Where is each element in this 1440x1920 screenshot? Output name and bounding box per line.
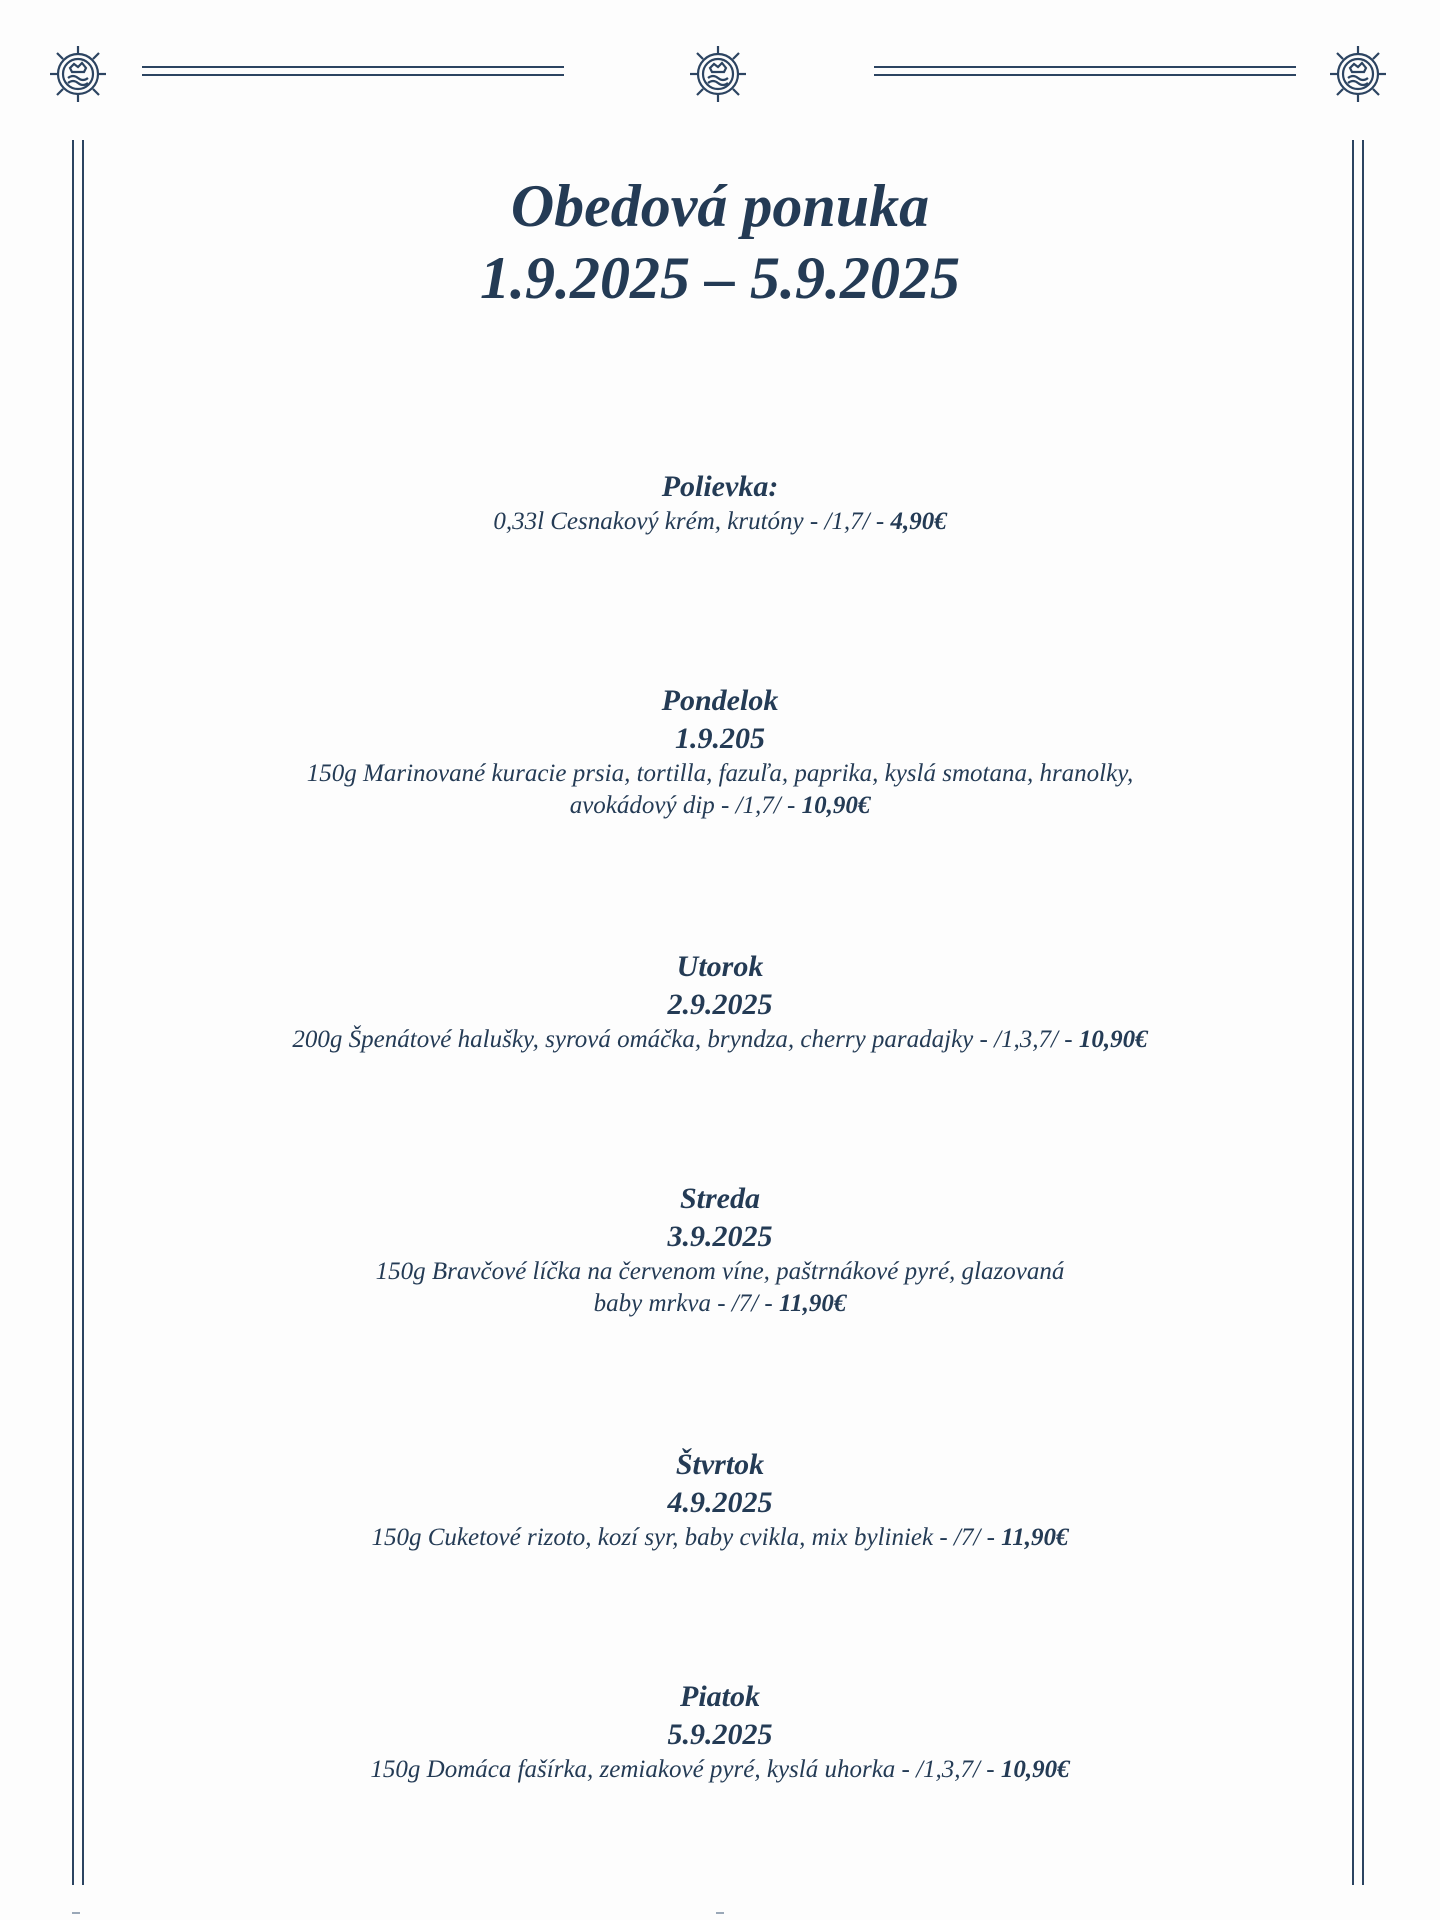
dish-line: 150g Bravčové líčka na červenom víne, paštrnákové pyré, glazovaná xyxy=(375,1258,1065,1285)
page-title xyxy=(100,170,1340,314)
ship-wheel-icon xyxy=(686,42,750,106)
day-section-thursday xyxy=(100,1446,1340,1554)
top-rule-right xyxy=(874,66,1296,76)
day-section-tuesday xyxy=(100,948,1340,1056)
dish-line: 150g Marinované kuracie prsia, tortilla, fazuľa, paprika, kyslá smotana, hranolky, xyxy=(306,760,1134,787)
menu-content xyxy=(100,170,1340,1783)
day-date: 4.9.2025 xyxy=(667,1486,773,1519)
day-name: Streda xyxy=(679,1182,760,1215)
dish-line xyxy=(100,1024,1340,1056)
top-rule-left xyxy=(142,66,564,76)
soup-text: 0,33l Cesnakový krém, krutóny - /1,7/ - xyxy=(493,508,891,535)
day-date: 3.9.2025 xyxy=(667,1220,773,1253)
day-name: Utorok xyxy=(676,950,764,983)
dish-price: 11,90€ xyxy=(1001,1524,1069,1551)
title-text: Obedová ponuka xyxy=(510,173,930,239)
soup-price: 4,90€ xyxy=(890,508,947,535)
day-date: 2.9.2025 xyxy=(667,988,773,1021)
left-border xyxy=(72,140,84,1885)
dish-text: 200g Špenátové halušky, syrová omáčka, bryndza, cherry paradajky - /1,3,7/ - xyxy=(292,1026,1079,1053)
dish-price: 10,90€ xyxy=(1000,1756,1070,1783)
dish-price: 10,90€ xyxy=(1078,1026,1148,1053)
soup-description xyxy=(100,506,1340,538)
ship-wheel-icon xyxy=(1326,42,1390,106)
dish-text: avokádový dip - /1,7/ - xyxy=(569,792,802,819)
dish-line-2 xyxy=(100,790,1340,822)
dish-price: 10,90€ xyxy=(801,792,871,819)
bottom-ornament-left xyxy=(72,1912,80,1920)
title-date-range: 1.9.2025 – 5.9.2025 xyxy=(480,245,960,311)
day-section-monday xyxy=(100,682,1340,822)
dish-text: 150g Domáca fašírka, zemiakové pyré, kyslá uhorka - /1,3,7/ - xyxy=(370,1756,1001,1783)
bottom-ornament-center xyxy=(716,1912,724,1920)
day-name: Piatok xyxy=(680,1680,760,1713)
day-name: Štvrtok xyxy=(675,1448,765,1481)
day-section-wednesday xyxy=(100,1180,1340,1320)
dish-line xyxy=(100,1754,1340,1786)
dish-text: 150g Cuketové rizoto, kozí syr, baby cvikla, mix byliniek - /7/ - xyxy=(371,1524,1002,1551)
right-border xyxy=(1352,140,1364,1885)
dish-line-2 xyxy=(100,1288,1340,1320)
dish-text: baby mrkva - /7/ - xyxy=(593,1290,779,1317)
soup-section xyxy=(100,468,1340,538)
day-section-friday xyxy=(100,1678,1340,1786)
day-name: Pondelok xyxy=(661,684,779,717)
day-date: 5.9.2025 xyxy=(667,1718,773,1751)
dish-price: 11,90€ xyxy=(779,1290,847,1317)
soup-label: Polievka: xyxy=(661,470,779,503)
dish-line xyxy=(100,1522,1340,1554)
ship-wheel-icon xyxy=(46,42,110,106)
day-date: 1.9.205 xyxy=(675,722,765,755)
